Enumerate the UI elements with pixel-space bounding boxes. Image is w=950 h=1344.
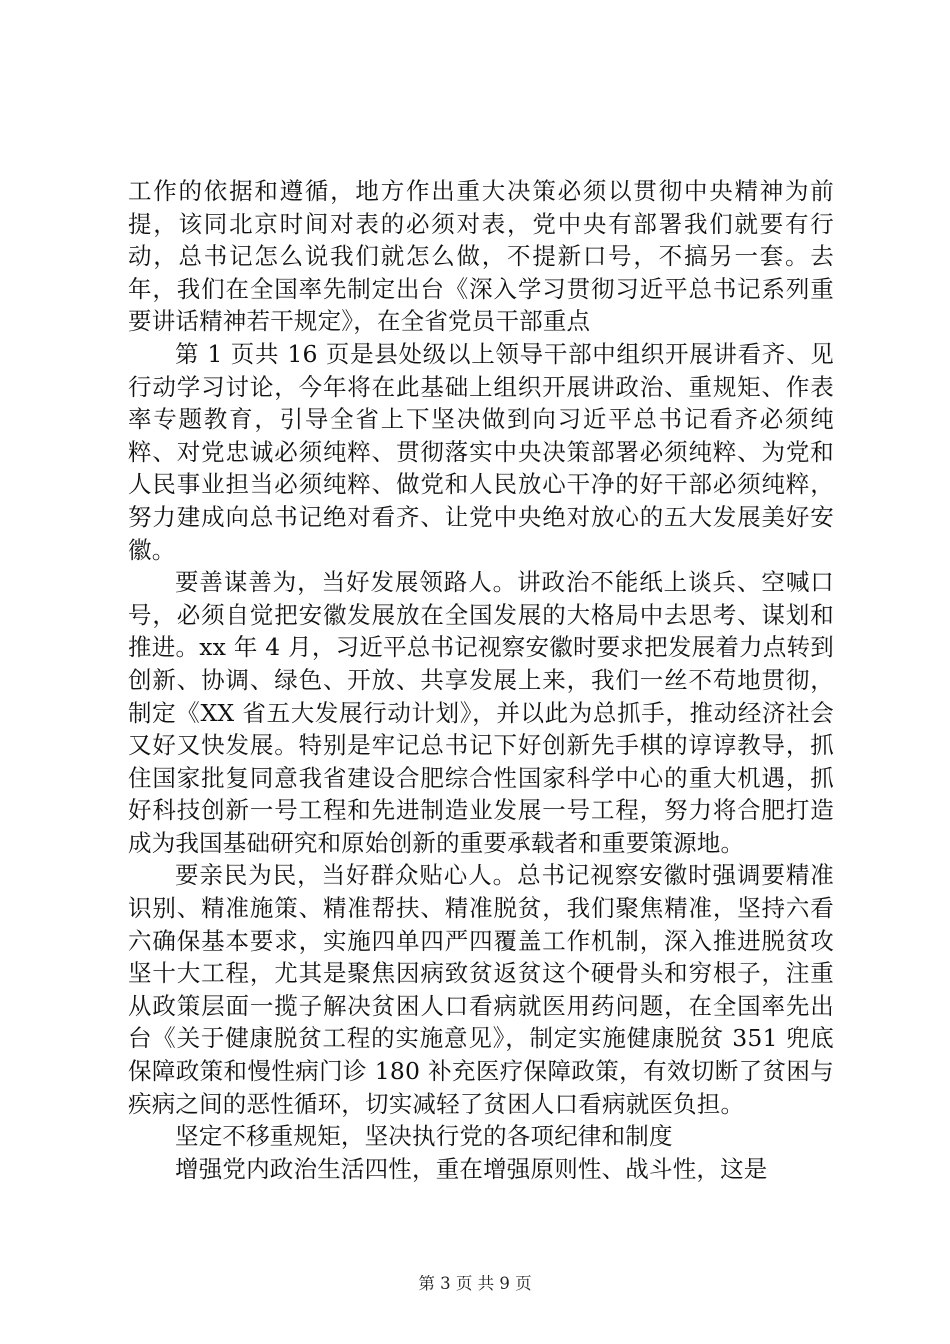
paragraph-4: 要亲民为民，当好群众贴心人。总书记视察安徽时强调要精准识别、精准施策、精准帮扶、精准脱贫，我们聚焦精准，坚持六看六确保基本要求，实施四单四严四覆盖工作机制，深入推进脱贫攻坚十大工程，尤其是聚焦因病致贫返贫这个硬骨头和穷根子，注重从政策层面一揽子解决贫困人口看病就医用药问题，在全国率先出台《关于健康脱贫工程的实施意见》，制定实施健康脱贫 351 兜底保障政策和慢性病门诊 180 补充医疗保障政策，有效切断了贫困与疾病之间的恶性循环，切实减轻了贫困人口看病就医负担。: [128, 861, 834, 1118]
section-heading: 坚定不移重规矩，坚决执行党的各项纪律和制度: [175, 1122, 673, 1151]
document-body: [128, 175, 834, 1185]
paragraph-3: 要善谋善为，当好发展领路人。讲政治不能纸上谈兵、空喊口号，必须自觉把安徽发展放在全国发展的大格局中去思考、谋划和推进。xx 年 4 月，习近平总书记视察安徽时要求把发展着力点转到创新、协调、绿色、开放、共享发展上来，我们一丝不苟地贯彻，制定《XX 省五大发展行动计划》，并以此为总抓手，推动经济社会又好又快发展。特别是牢记总书记下好创新先手棋的谆谆教导，抓住国家批复同意我省建设合肥综合性国家科学中心的重大机遇，抓好科技创新一号工程和先进制造业发展一号工程，努力将合肥打造成为我国基础研究和原始创新的重要承载者和重要策源地。: [128, 568, 834, 857]
page-footer: 第 3 页 共 9 页: [418, 1274, 532, 1293]
paragraph-1: 工作的依据和遵循，地方作出重大决策必须以贯彻中央精神为前提，该同北京时间对表的必须对表，党中央有部署我们就要有行动，总书记怎么说我们就怎么做，不提新口号，不搞另一套。去年，我们在全国率先制定出台《深入学习贯彻习近平总书记系列重要讲话精神若干规定》，在全省党员干部重点: [128, 177, 834, 336]
paragraph-5: 增强党内政治生活四性，重在增强原则性、战斗性，这是: [175, 1154, 768, 1183]
paragraph-2: 第 1 页共 16 页是县处级以上领导干部中组织开展讲看齐、见行动学习讨论，今年将在此基础上组织开展讲政治、重规矩、作表率专题教育，引导全省上下坚决做到向习近平总书记看齐必须纯粹、对党忠诚必须纯粹、贯彻落实中央决策部署必须纯粹、为党和人民事业担当必须纯粹、做党和人民放心干净的好干部必须纯粹，努力建成向总书记绝对看齐、让党中央绝对放心的五大发展美好安徽。: [128, 339, 834, 564]
